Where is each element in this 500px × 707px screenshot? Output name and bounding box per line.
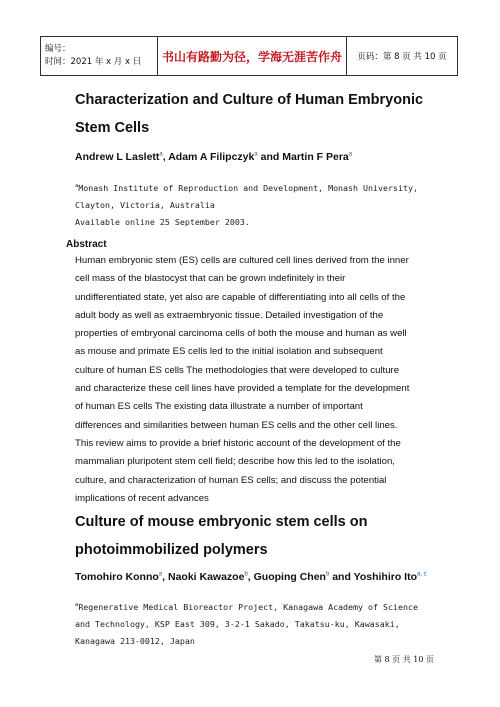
abstract-line: Human embryonic stem (ES) cells are cultured cell lines derived from the inner bbox=[75, 255, 409, 266]
abstract-body bbox=[75, 252, 435, 508]
page-header bbox=[40, 36, 458, 76]
header-date: 时间：2021 年 x 月 x 日 bbox=[45, 57, 142, 67]
abstract-line: culture, and characterization of human ES cells; and discuss the potential bbox=[75, 474, 387, 486]
affil-mark: a bbox=[75, 183, 79, 189]
article2-title bbox=[75, 508, 435, 564]
article1-title-line: Characterization and Culture of Human Embryonic bbox=[75, 92, 424, 108]
author-separator: , bbox=[162, 151, 169, 163]
article1-title bbox=[75, 86, 435, 142]
author-affil-mark: a bbox=[159, 151, 163, 158]
abstract-line: undifferentiated state, yet also are capable of differentiating into all cells of the bbox=[75, 291, 406, 303]
author-affil-mark: b bbox=[244, 571, 248, 578]
abstract-line: as mouse and primate ES cells led to the initial isolation and subsequent bbox=[75, 346, 383, 358]
author-name: Adam A Filipczyk bbox=[168, 151, 255, 163]
abstract-line: of human ES cells The existing data illustrate a number of important bbox=[75, 401, 363, 413]
author-separator: , bbox=[247, 571, 254, 583]
affiliation-line: Clayton, Victoria, Australia bbox=[75, 199, 215, 210]
abstract-line: properties of embryonal carcinoma cells of both the mouse and human as well bbox=[75, 328, 407, 340]
author-affil-mark: a bbox=[348, 151, 353, 158]
author-separator: and bbox=[257, 151, 283, 163]
abstract-line: cell mass of the blastocyst that can be grown indefinitely in their bbox=[75, 273, 346, 285]
article1-affiliation bbox=[75, 178, 435, 231]
abstract-heading: Abstract bbox=[66, 239, 107, 250]
header-meta bbox=[41, 37, 158, 76]
author-name: Andrew L Laslett bbox=[75, 151, 160, 163]
article2-title-line: Culture of mouse embryonic stem cells on bbox=[75, 514, 368, 530]
author-affil-mark: a, c bbox=[417, 571, 427, 578]
author-name: Tomohiro Konno bbox=[75, 571, 159, 583]
abstract-line: This review aims to provide a brief historic account of the development of the bbox=[75, 437, 401, 449]
article1-authors bbox=[75, 151, 352, 163]
affil-mark: a bbox=[75, 602, 79, 608]
author-affil-mark: a bbox=[254, 151, 258, 158]
affiliation-line: Kanagawa 213-0012, Japan bbox=[75, 635, 195, 646]
article2-title-line: photoimmobilized polymers bbox=[75, 542, 268, 558]
affiliation-line: and Technology, KSP East 309, 3-2-1 Sakado, Takatsu-ku, Kawasaki, bbox=[75, 618, 400, 629]
article1-title-line: Stem Cells bbox=[75, 120, 150, 136]
author-separator: and bbox=[329, 571, 354, 583]
affiliation-line: $^a$Monash Institute of Reproduction and Development, Monash University, bbox=[75, 182, 418, 193]
header-serial: 编号： bbox=[45, 44, 71, 54]
page-footer: 第 8 页 共 10 页 bbox=[374, 655, 434, 664]
author-affil-mark: a bbox=[158, 571, 163, 578]
author-name: Guoping Chen bbox=[253, 571, 326, 583]
abstract-line: and characterize these cell lines have provided a template for the development bbox=[75, 383, 410, 395]
article2-authors bbox=[75, 571, 427, 583]
abstract-line: differences and similarities between human ES cells and the other cell lines. bbox=[75, 419, 398, 431]
article2-affiliation bbox=[75, 597, 435, 650]
abstract-line: mammalian pluripotent stem cell field; describe how this led to the isolation, bbox=[75, 456, 395, 468]
header-motto: 书山有路勤为径，学海无涯苦作舟 bbox=[158, 37, 347, 76]
author-separator: , bbox=[162, 571, 168, 583]
author-affil-mark: b bbox=[325, 571, 330, 578]
author-name: Yoshihiro Ito bbox=[353, 571, 417, 583]
affiliation-line: $^a$Regenerative Medical Bioreactor Project, Kanagawa Academy of Science bbox=[75, 601, 418, 612]
header-page-info: 页码：第 8 页 共 10 页 bbox=[347, 37, 458, 76]
author-name: Martin F Pera bbox=[282, 151, 349, 163]
availability-line: Available online 25 September 2003. bbox=[75, 216, 250, 227]
author-name: Naoki Kawazoe bbox=[167, 571, 245, 583]
abstract-line: implications of recent advances bbox=[75, 492, 209, 504]
abstract-line: adult body as well as extraembryonic tissue. Detailed investigation of the bbox=[75, 309, 384, 321]
abstract-line: culture of human ES cells The methodologies that were developed to culture bbox=[75, 364, 400, 376]
